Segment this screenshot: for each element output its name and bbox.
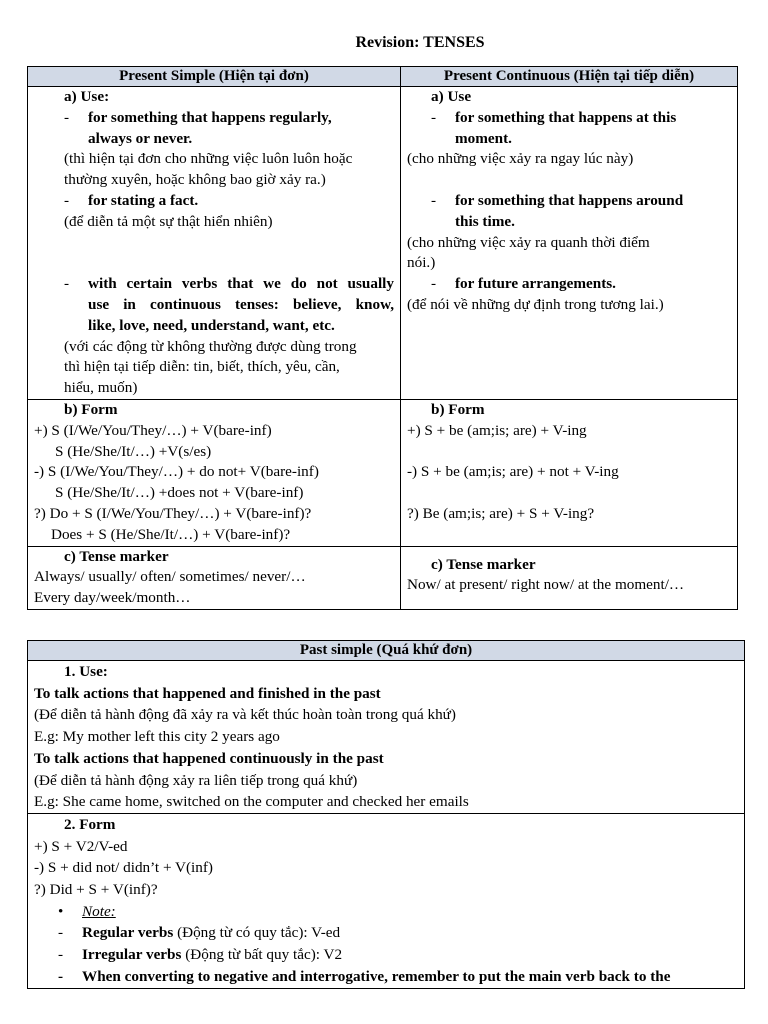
past-simple-form-cell [28, 813, 745, 988]
form-line: ?) Be (am;is; are) + S + V-ing? [407, 504, 595, 522]
form-line: Does + S (He/She/It/…) + V(bare-inf)? [51, 525, 291, 543]
present-simple-form-cell [28, 399, 401, 546]
present-continuous-form-cell [401, 399, 738, 546]
marker-line: Always/ usually/ often/ sometimes/ never/… [34, 568, 306, 586]
past-simple-table [27, 640, 745, 989]
vietnamese-note: (để nói về những dự định trong tương lai.) [407, 295, 664, 313]
use-item: - for something that happens around this time. [431, 191, 684, 230]
note-item: - When converting to negative and interrogative, remember to put the main verb back to the [58, 967, 671, 985]
vietnamese-note: (cho những việc xảy ra ngay lúc này) [407, 150, 634, 168]
form-label: b) Form [431, 400, 485, 418]
tense-marker-label: c) Tense marker [64, 547, 169, 565]
use-label: a) Use [431, 88, 472, 105]
note-heading: • Note: [34, 901, 738, 923]
form-label: 2. Form [64, 815, 116, 833]
present-continuous-header: Present Continuous (Hiện tại tiếp diễn) [401, 67, 738, 87]
present-tenses-table [27, 66, 738, 610]
form-line: +) S (I/We/You/They/…) + V(bare-inf) [34, 421, 272, 439]
vietnamese-note: (Để diễn tả hành động xảy ra liên tiếp trong quá khứ) [34, 771, 358, 789]
present-simple-marker-cell [28, 546, 401, 609]
use-label: 1. Use: [64, 663, 108, 680]
past-simple-header: Past simple (Quá khứ đơn) [28, 641, 745, 661]
form-line: +) S + V2/V-ed [34, 837, 128, 855]
example-line: E.g: My mother left this city 2 years ago [34, 728, 280, 746]
use-item: - for something that happens at this moment. [431, 108, 677, 147]
vietnamese-note: (để diễn tả một sự thật hiển nhiên) [64, 212, 273, 230]
form-line: S (He/She/It/…) +does not + V(bare-inf) [55, 484, 304, 502]
vietnamese-note: (thì hiện tại đơn cho những việc luôn luôn hoặc thường xuyên, hoặc không bao giờ xảy ra.) [64, 150, 353, 189]
form-line: -) S (I/We/You/They/…) + do not+ V(bare-inf) [34, 463, 319, 481]
present-continuous-use-cell [401, 87, 738, 400]
use-line: To talk actions that happened and finished in the past [34, 684, 381, 702]
use-line: To talk actions that happened continuously in the past [34, 749, 384, 767]
use-item: - with certain verbs that we do not usually use in continuous tenses: believe, know, like, love, need, understand, want, etc. [64, 275, 394, 334]
vietnamese-note: (cho những việc xảy ra quanh thời điểm nói.) [407, 233, 650, 272]
note-item: - Irregular verbs (Động từ bất quy tắc): V2 [58, 946, 343, 964]
vietnamese-note: (với các động từ không thường được dùng trong thì hiện tại tiếp diễn: tin, biết, thích, yêu, cần, hiểu, muốn) [64, 337, 357, 397]
bullet-icon: • [58, 902, 64, 920]
form-line: ?) Did + S + V(inf)? [34, 881, 158, 899]
present-simple-use-cell [28, 87, 401, 400]
marker-line: Every day/week/month… [34, 589, 191, 607]
tense-marker-label: c) Tense marker [431, 555, 536, 573]
page-title: Revision: TENSES [355, 34, 485, 51]
past-simple-use-cell [28, 661, 745, 814]
use-item: - for something that happens regularly, always or never. [64, 108, 332, 147]
form-line: -) S + be (am;is; are) + not + V-ing [407, 463, 619, 481]
example-line: E.g: She came home, switched on the computer and checked her emails [34, 793, 469, 811]
form-line: -) S + did not/ didn’t + V(inf) [34, 859, 213, 877]
use-item: - for future arrangements. [431, 275, 616, 293]
form-line: ?) Do + S (I/We/You/They/…) + V(bare-inf)? [34, 504, 312, 522]
note-item: - Regular verbs (Động từ có quy tắc): V-ed [58, 924, 341, 942]
present-simple-header: Present Simple (Hiện tại đơn) [28, 67, 401, 87]
marker-line: Now/ at present/ right now/ at the moment/… [407, 576, 685, 594]
form-line: +) S + be (am;is; are) + V-ing [407, 421, 587, 439]
form-label: b) Form [64, 400, 118, 418]
use-label: a) Use: [64, 88, 110, 105]
vietnamese-note: (Để diễn tả hành động đã xảy ra và kết thúc hoàn toàn trong quá khứ) [34, 706, 456, 724]
present-continuous-marker-cell [401, 546, 738, 609]
form-line: S (He/She/It/…) +V(s/es) [55, 442, 212, 460]
use-item: - for stating a fact. [64, 191, 199, 209]
